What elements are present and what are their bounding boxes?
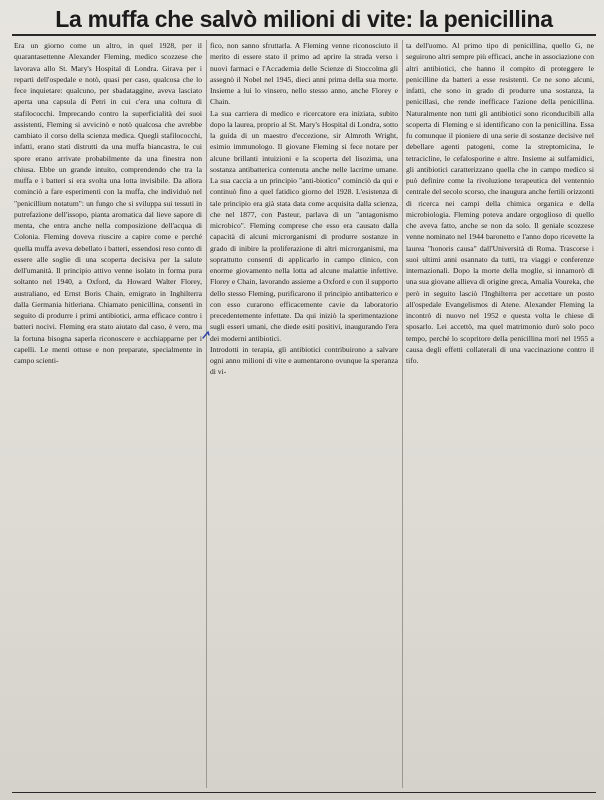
column-divider bbox=[402, 40, 403, 788]
article-body bbox=[14, 40, 594, 790]
title-rule bbox=[12, 34, 596, 36]
pen-mark-icon bbox=[202, 330, 212, 340]
column-1 bbox=[14, 40, 202, 790]
bottom-rule bbox=[12, 792, 596, 793]
paragraph: fico, non sanno sfruttarla. A Fleming venne riconosciuto il merito di essere stato il primo ad aprire la strada verso i nuovi farmaci e l'Accademia delle Scienze di Stoccolma gli assegnò il Nobel nel 1945, dieci anni prima della sua morte. Insieme a lui lo vinsero, nello stesso anno, anche Florey e Chain. bbox=[210, 41, 398, 107]
paragraph: La sua carriera di medico e ricercatore era iniziata, subito dopo la laurea, proprio al St. Mary's Hospital di Londra, sotto la guida di un maestro d'eccezione, sir Almroth Wright, esimio immunologo. Il giovane Fleming si fece notare per alcune brillanti intuizioni e la scoperta del lisozima, una sostanza antibatterica contenuta anche nelle lacrime umane. La sua caccia a un principio "anti-biotico" cominciò da qui e continuò fino a quel fatidico giorno del 1928. L'esistenza di tale principio era già stata data come acquisita dalla scienza, che nel 1877, con Pasteur, parlava di un "antagonismo microbico". Fleming comprese che esso era causato dalla capacità di alcuni microrganismi di produrre sostanze in grado di inibire la proliferazione di altri microrganismi, ma soprattutto consentì di applicarlo in campo clinico, con enorme giovamento nella lotta ad alcune malattie infettive. Florey e Chain, lavorando assieme a Oxford e con il supporto dello stesso Fleming, purificarono il principio antibatterico e con esso curarono efficacemente cavie da laboratorio precedentemente infettate. Da qui iniziò la sperimentazione sugli esseri umani, che diede esiti positivi, inaugurando l'era dei moderni antibiotici. bbox=[210, 108, 398, 343]
column-2 bbox=[210, 40, 398, 790]
paragraph: ta dell'uomo. Al primo tipo di penicillina, quello G, ne seguirono altri sempre più efficaci, anche in associazione con altri antibiotici, che hanno il compito di proteggere le penicilline da batteri a esse resistenti. Ce ne sono alcuni, infatti, che sono in grado di produrre una sostanza, la penicillasi, che rende inefficace l'azione della penicillina. Naturalmente non tutti gli antibiotici sono riconducibili alla scoperta di Fleming e si identificano con la penicillina. Essa fu comunque il pioniere di una serie di sostanze decisive nel debellare agenti patogeni, come la streptomicina, le tetracicline, le cefalosporine e altre. Insieme ai sulfamidici, gli antibiotici caratterizzano quella che in campo medico si può definire come la rivoluzione terapeutica del ventennio centrale del secolo scorso, che inaugura anche fertili orizzonti di ricerca nei campi della chimica organica e della microbiologia. Fleming poteva andare orgoglioso di quello che aveva fatto, anche se non da solo. Il geniale scozzese venne nominato nel 1944 baronetto e l'anno dopo ricevette la laurea "honoris causa" dall'Università di Roma. Trascorse i suoi ultimi anni osannato da tutti, tra viaggi e conferenze internazionali. Dopo la morte della moglie, si innamorò di una sua giovane allieva di origine greca, Amalia Voureka, che però in seguito lasciò l'Inghilterra per accettare un posto all'ospedale Evangelismos di Atene. Alexander Fleming la incontrò di nuovo nel 1952 e questa volta le chiese di sposarlo. Lei accettò, ma quel matrimonio durò solo poco tempo, perché lo scopritore della penicillina morì nel 1955 a causa degli effetti collaterali di una vaccinazione contro il tifo. bbox=[406, 41, 594, 365]
column-divider bbox=[206, 40, 207, 788]
paragraph: Introdotti in terapia, gli antibiotici contribuirono a salvare ogni anno milioni di vite e aumentarono ovunque la speranza di vi- bbox=[210, 344, 398, 377]
column-3 bbox=[406, 40, 594, 790]
article-title: La muffa che salvò milioni di vite: la penicillina bbox=[55, 6, 553, 32]
paragraph: Era un giorno come un altro, in quel 1928, per il quarantasettenne Alexander Fleming, medico scozzese che lavorava allo St. Mary's Hospital di Londra. Girava per i reparti dell'ospedale e notò, quasi per caso, qualcosa che lo fece inquietare: qualcuno, per sbadataggine, aveva lasciato aperta una capsula di Petri in cui c'era una coltura di stafilococchi. Imprecando contro la superficialità dei suoi assistenti, Fleming si avvicinò e notò qualcosa che avrebbe cambiato il corso della scienza medica. Quegli stafilococchi, infatti, erano stati distrutti da una muffa biancastra, le cui spore erano arrivate probabilmente da una finestra non chiusa. Ebbe un grande intuito, comprendendo che tra la muffa e i batteri si era svolta una lotta invisibile. Da allora cominciò a fare esperimenti con la muffa, che individuò nel "penicillium notatum": un fungo che si sviluppa sui tessuti in putrefazione dell'issopo, pianta aromatica dal lieve sapore di menta, che entra anche nella composizione dell'acqua di Colonia. Fleming doveva riuscire a capire come e perché quella muffa aveva debellato i batteri, essendosi reso conto di essere alle soglie di una scoperta decisiva per la salute dell'umanità. Il principio attivo venne isolato in forma pura soltanto nel 1940, a Oxford, da Howard Walter Florey, australiano, ed Ernst Boris Chain, emigrato in Inghilterra dalla Germania hitleriana. Chiamato penicillina, consentì in seguito di produrre i primi antibiotici, arma efficace contro i batteri nocivi. Fleming era stato aiutato dal caso, è vero, ma la fortuna bisogna saperla riconoscere e acchiapparne per i capelli. Le menti ottuse e non preparate, specialmente in campo scienti- bbox=[14, 41, 202, 365]
